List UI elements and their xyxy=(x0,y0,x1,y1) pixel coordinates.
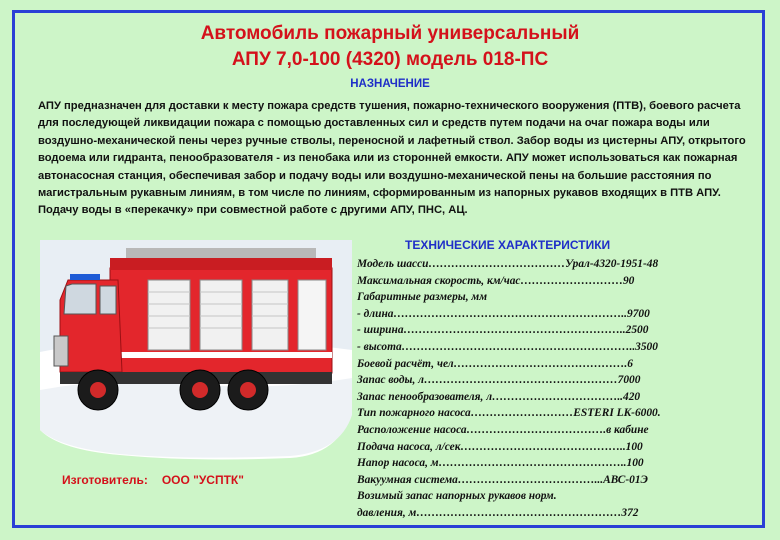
spec-row: Расположение насоса……………………………….в кабине xyxy=(357,423,649,436)
spec-row: Запас пенообразователя, л……………………………..420 xyxy=(357,390,641,403)
spec-row: Возимый запас напорных рукавов норм. xyxy=(357,490,557,503)
spec-row: Боевой расчёт, чел……………………………………….6 xyxy=(357,357,633,370)
spec-row: Запас воды, л……………………………………………7000 xyxy=(357,374,641,387)
spec-row: - высота……………………………………………………..3500 xyxy=(357,340,658,353)
spec-row: Напор насоса, м…………………………………………..100 xyxy=(357,457,644,470)
spec-row: - длина……………………………………………………..9700 xyxy=(357,307,650,320)
title-line-1: Автомобиль пожарный универсальный xyxy=(200,23,580,44)
spec-row: Максимальная скорость, км/час………………………90 xyxy=(357,274,635,287)
manufacturer-label: Изготовитель: xyxy=(62,473,148,487)
specs-list xyxy=(357,256,757,522)
spec-row: Тип пожарного насоса………………………ESTERI LK-6000. xyxy=(357,407,661,420)
fire-truck-photo xyxy=(40,240,352,462)
title-line-2: АПУ 7,0-100 (4320) модель 018-ПС xyxy=(231,49,549,70)
spec-row: Модель шасси………………………………Урал-4320-1951-48 xyxy=(357,258,659,270)
spec-row: Вакуумная система………………………………...АВС-01Э xyxy=(357,473,648,486)
manufacturer xyxy=(62,473,244,487)
section-title: НАЗНАЧЕНИЕ xyxy=(350,78,430,90)
description-text: АПУ предназначен для доставки к месту пожара средств тушения, пожарно-технического вооружения (ПТВ), боевого расчета для последующей ликвидации пожара с помощью доставленных сил и средств путем подачи на очаг пожара воды или воздушно-механической пены через ручные стволы, переносной и лафетный ствол. Забор воды из цистерны АПУ, открытого водоема или гидранта, пенообразователя - из пенобака или из сторонней емкости. АПУ может использоваться как пожарная автонасосная станция, обеспечивая забор и подачу воды или воздушно-механической пены на большие расстояния по магистральным рукавным линиям, в том числе по линиям, сформированным из напорных рукавов входящих в ПТВ АПУ. Подачу воды в «перекачку» при совместной работе с другими АПУ, ПНС, АЦ. xyxy=(38,100,746,217)
spec-row: - ширина…………………………………………………..2500 xyxy=(357,324,649,337)
spec-row: Подача насоса, л/сек……………………………………..100 xyxy=(357,440,643,453)
spec-row: Габаритные размеры, мм xyxy=(357,291,488,304)
specs-panel xyxy=(357,236,757,522)
specs-title: ТЕХНИЧЕСКИЕ ХАРАКТЕРИСТИКИ xyxy=(405,238,611,252)
spec-row: давления, м………………………………………………372 xyxy=(357,506,639,519)
manufacturer-name: ООО "УСПТК" xyxy=(161,473,244,487)
